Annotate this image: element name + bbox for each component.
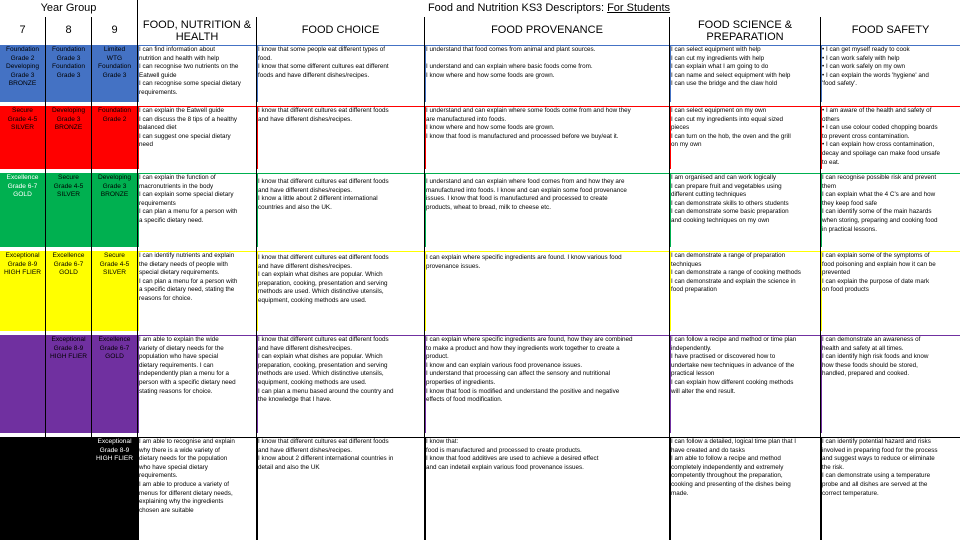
level-y8: Foundation Grade 3 Foundation Grade 3: [52, 46, 85, 79]
col-header-food-provenance: FOOD PROVENANCE: [425, 17, 669, 44]
level-y8: Developing Grade 3 BRONZE: [52, 107, 85, 132]
nutrition-health-text: I can explain the Eatwell guide I can discuss the 8 tips of a healthy balanced diet I can suggest one special dietary need: [139, 107, 256, 169]
col-header-nutrition-health: FOOD, NUTRITION & HEALTH: [138, 17, 256, 44]
level-y7: Excellence Grade 6-7 GOLD: [6, 174, 39, 199]
level-y9: Developing Grade 3 BRONZE: [98, 174, 131, 199]
level-y9: Limited WTG Foundation Grade 3: [98, 46, 131, 79]
nutrition-health-text: I can explain the function of macronutrients in the body I can explain some special dietary requirements I can plan a menu for a person with a specific dietary need.: [139, 174, 256, 247]
col-header-8: 8: [46, 17, 91, 44]
science-preparation-text: I can select equipment on my own I can cut my ingredients into equal sized pieces I can turn on the hob, the oven and the grill on my own: [671, 107, 820, 169]
food-choice-text: I know that different cultures eat different foods and have different dishes/recipes. I know about 2 different international countries in detail and also the UK: [258, 438, 424, 540]
level-y8: Excellence Grade 6-7 GOLD: [52, 252, 85, 277]
food-provenance-text: I can explain where specific ingredients are found. I know various food provenance issues.: [426, 252, 669, 331]
column-divider: [137, 0, 138, 540]
col-header-7: 7: [0, 17, 45, 44]
page-title-prefix: Food and Nutrition KS3 Descriptors:: [427, 2, 608, 14]
level-y9: Excellence Grade 6-7 GOLD: [98, 336, 131, 361]
food-safety-text: • I am aware of the health and safety of others • I can use colour coded chopping boards to prevent cross contamination. • I can explain how cross contamination, decay and spoilage can make food unsafe to eat.: [822, 107, 960, 169]
food-provenance-text: I understand and can explain where some foods come from and how they are manufactured into foods. I know where and how some foods are grown. I know that food is manufactured and processed before we buy/eat it.: [426, 107, 669, 169]
column-divider: [91, 17, 92, 540]
food-choice-text: I know that different cultures eat different foods and have different dishes/recipes.: [258, 107, 424, 169]
level-y9: Foundation Grade 2: [98, 107, 131, 123]
column-divider: [669, 17, 670, 540]
food-choice-text: I know that different cultures eat different foods and have different dishes/recipes. I know a little about 2 different international countries and also the UK.: [258, 174, 424, 247]
level-y7: Secure Grade 4-5 SILVER: [7, 107, 38, 132]
food-choice-text: I know that different cultures eat different foods and have different dishes/recipes. I can explain what dishes are popular. Which preparation, cooking, presentation and serving methods are used. Which distinctive utensils, equipment, cooking methods are used.: [258, 252, 424, 331]
level-y7: Foundation Grade 2 Developing Grade 3 BRONZE: [6, 46, 39, 88]
science-preparation-text: I can follow a detailed, logical time plan that I have created and do tasks I am able to follow a recipe and method completely independently and extremely competently throughout the preparation, cooking and presenting of the dishes being made.: [671, 438, 820, 540]
food-safety-text: I can recognise possible risk and prevent them I can explain what the 4 C's are and how they keep food safe I can identify some of the main hazards when storing, preparing and cooking food in practical lessons.: [822, 174, 960, 247]
col-header-food-safety: FOOD SAFETY: [821, 17, 960, 44]
nutrition-health-text: I am able to recognise and explain why there is a wide variety of dietary needs for the population who have special dietary requirements. I am able to produce a variety of menus for different dietary needs, explaining why the ingredients chosen are suitable: [139, 438, 256, 540]
column-divider: [45, 17, 46, 540]
year-group-header: Year Group: [0, 0, 137, 16]
level-y9: Exceptional Grade 8-9 HIGH FLIER: [95, 438, 133, 463]
food-safety-text: I can identify potential hazard and risks involved in preparing food for the process and suggest ways to reduce or eliminate the risk. I can demonstrate using a temperature probe and all dishes are served at the correct temperature.: [822, 438, 960, 540]
column-divider: [256, 17, 257, 540]
column-divider: [820, 17, 821, 540]
food-choice-text: I know that different cultures eat different foods and have different dishes/recipes. I can explain what dishes are popular. Which preparation, cooking, presentation and serving methods are used. Which distinctive utensils, equipment, cooking methods are used. I can plan a menu based around the country and the knowledge that I have.: [258, 336, 424, 433]
column-divider: [424, 17, 425, 540]
col-header-food-choice: FOOD CHOICE: [257, 17, 424, 44]
science-preparation-text: I can follow a recipe and method or time plan independently. I have practised or discovered how to undertake new techniques in advance of the practical lesson I can explain how different cooking methods will alter the end result.: [671, 336, 820, 433]
food-safety-text: I can explain some of the symptoms of food poisoning and explain how it can be prevented I can explain the purpose of date mark on food products: [822, 252, 960, 331]
science-preparation-text: I am organised and can work logically I can prepare fruit and vegetables using different cutting techniques I can demonstrate skills to others students I can demonstrate some basic preparation and cooking techniques on my own: [671, 174, 820, 247]
food-safety-text: • I can get myself ready to cook • I can work safely with help • I can work safely on my own • I can explain the words 'hygiene' and 'food safety'.: [822, 46, 960, 102]
nutrition-health-text: I can identify nutrients and explain the dietary needs of people with special dietary requirements. I can plan a menu for a person with a specific dietary need, stating the reasons for choice.: [139, 252, 256, 331]
science-preparation-text: I can demonstrate a range of preparation techniques I can demonstrate a range of cooking methods I can demonstrate and explain the science in food preparation: [671, 252, 820, 331]
food-provenance-text: I understand and can explain where food comes from and how they are manufactured into foods. I know and can explain some food provenance issues. I know that food is manufactured and processed to create products, wheat to bread, milk to cheese etc.: [426, 174, 669, 247]
col-header-science-preparation: FOOD SCIENCE & PREPARATION: [670, 17, 820, 44]
level-y7: Exceptional Grade 8-9 HIGH FLIER: [3, 252, 41, 277]
level-y8: Exceptional Grade 8-9 HIGH FLIER: [49, 336, 87, 361]
page-title: [138, 0, 960, 16]
food-safety-text: I can demonstrate an awareness of health and safety at all times. I can identify high risk foods and know how these foods should be stored, handled, prepared and cooked.: [822, 336, 960, 433]
level-y8: Secure Grade 4-5 SILVER: [53, 174, 84, 199]
level-y9: Secure Grade 4-5 SILVER: [99, 252, 130, 277]
food-provenance-text: I know that: food is manufactured and processed to create products. I know that food additives are used to achieve a desired effect and can indetail explain various food provenance issues.: [426, 438, 669, 540]
col-header-9: 9: [92, 17, 137, 44]
food-provenance-text: I understand that food comes from animal and plant sources. I understand and can explain where basic foods come from. I know where and how some foods are grown.: [426, 46, 669, 102]
food-choice-text: I know that some people eat different types of food. I know that some different cultures eat different foods and have different dishes/recipes.: [258, 46, 424, 102]
page-title-underlined: For Students: [607, 2, 671, 14]
food-provenance-text: I can explain where specific ingredients are found, how they are combined to make a product and how they ingredients work together to create a product. I know and can explain various food provenance issues. I understand that processing can affect the sensory and nutritional properties of ingredients. I know that food is modified and understand the positive and negative effects of food modification.: [426, 336, 669, 433]
nutrition-health-text: I am able to explain the wide variety of dietary needs for the population who have special dietary requirements. I can independently plan a menu for a person with a specific dietary need stating reasons for choice.: [139, 336, 256, 433]
nutrition-health-text: I can find information about nutrition and health with help I can recognise two nutrients on the Eatwell guide I can recognise some special dietary requirements.: [139, 46, 256, 102]
science-preparation-text: I can select equipment with help I can cut my ingredients with help I can explain what I am going to do I can name and select equipment with help I can use the bridge and the claw hold: [671, 46, 820, 102]
